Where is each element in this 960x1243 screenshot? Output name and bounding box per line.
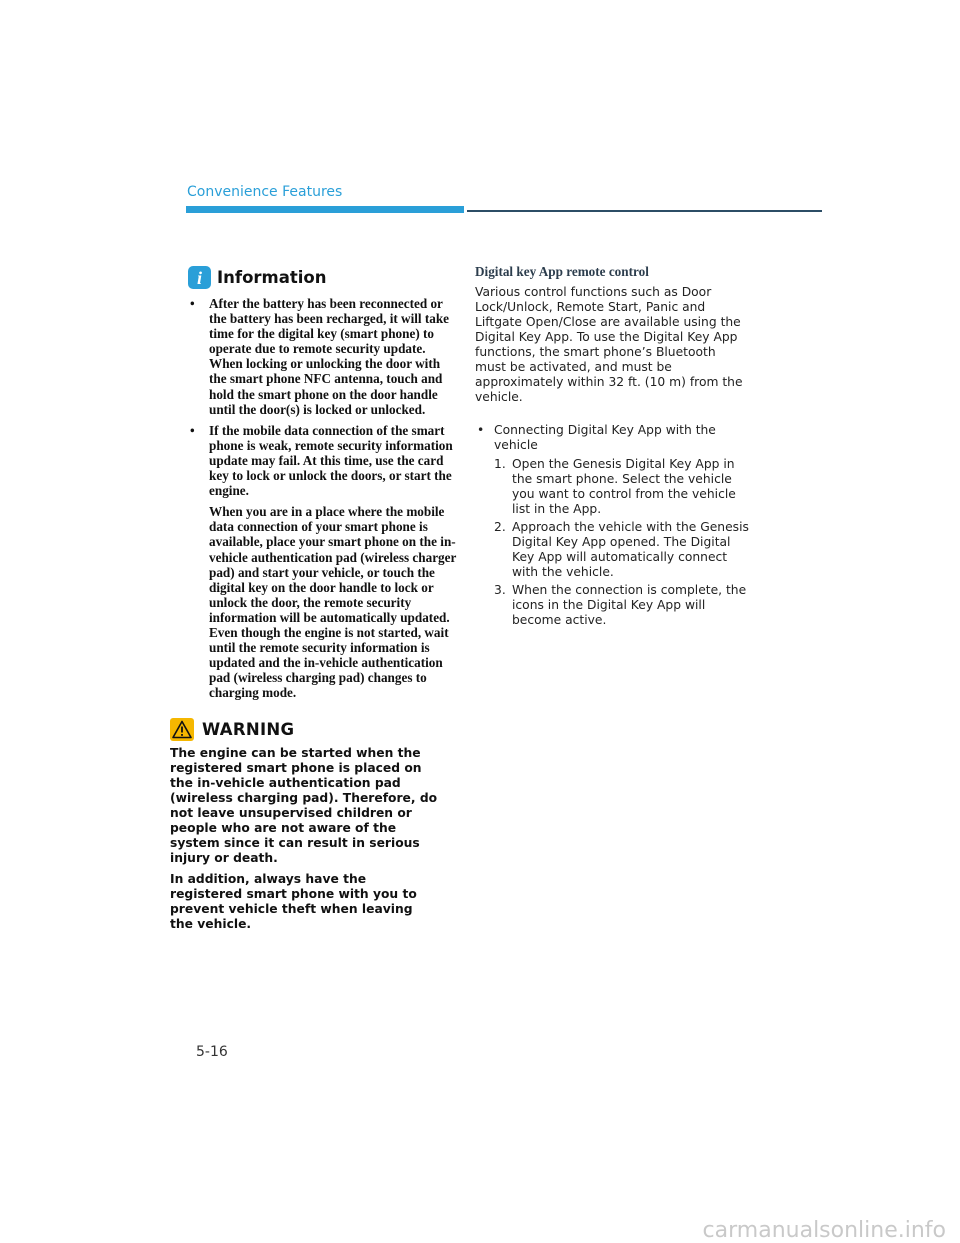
bullet: • bbox=[190, 296, 195, 311]
bullet-text: Connecting Digital Key App with the vehicle bbox=[494, 423, 716, 452]
step-item bbox=[494, 583, 750, 628]
page-number: 5-16 bbox=[196, 1044, 228, 1060]
information-heading bbox=[188, 266, 458, 289]
step-number: 3. bbox=[494, 583, 506, 597]
warning-title: WARNING bbox=[202, 720, 295, 740]
step-text: Approach the vehicle with the Genesis Digital Key App opened. The Digital Key App will automatically connect with the vehicle. bbox=[512, 520, 749, 579]
information-text: When you are in a place where the mobile data connection of your smart phone is available, place your smart phone on the in-vehicle authentication pad (wireless charger pad) and start your vehicle, or touch the digital key on the door handle to lock or unlock the door, the remote security information will be automatically updated. Even though the engine is not started, wait until the remote security information is updated and the in-vehicle authentication pad (wireless charging pad) changes to charging mode. bbox=[209, 504, 457, 701]
warning-text: In addition, always have the registered smart phone with you to prevent vehicle theft when leaving the vehicle. bbox=[170, 872, 417, 932]
svg-text:i: i bbox=[196, 268, 203, 288]
bullet: • bbox=[190, 422, 195, 438]
step-text: Open the Genesis Digital Key App in the smart phone. Select the vehicle you want to control from the vehicle list in the App. bbox=[512, 457, 736, 516]
warning-heading bbox=[170, 718, 458, 741]
subsection-body: Various control functions such as Door Lock/Unlock, Remote Start, Panic and Liftgate Open/Close are available using the Digital Key App. To use the Digital Key App functions, the smart phone’s Bluetooth must be activated, and must be approximately within 32 ft. (10 m) from the vehicle. bbox=[475, 285, 743, 404]
watermark: carmanualsonline.info bbox=[702, 1218, 946, 1243]
warning-text: The engine can be started when the registered smart phone is placed on the in-vehicle authentication pad (wireless charging pad). Therefore, do not leave unsupervised children or people who are not aware of the system since it can result in serious injury or death. bbox=[170, 746, 438, 866]
step-text: When the connection is complete, the icons in the Digital Key App will become active. bbox=[512, 583, 747, 627]
information-text: After the battery has been reconnected or the battery has been recharged, it will take time for the digital key (smart phone) to operate due to remote security update. When locking or unlocking the door with the smart phone NFC antenna, touch and hold the smart phone on the door handle until the door(s) is locked or unlocked. bbox=[209, 296, 450, 417]
information-text: If the mobile data connection of the smart phone is weak, remote security information update may fail. At this time, use the card key to lock or unlock the doors, or start the engine. bbox=[209, 422, 453, 499]
steps-list bbox=[494, 457, 750, 628]
section-title: Convenience Features bbox=[187, 184, 343, 200]
warning-triangle-icon bbox=[170, 718, 194, 741]
information-title: Information bbox=[217, 268, 327, 287]
step-number: 1. bbox=[494, 457, 506, 471]
information-list bbox=[190, 296, 458, 700]
connect-list bbox=[475, 423, 750, 628]
subsection-title: Digital key App remote control bbox=[475, 264, 649, 279]
step-item bbox=[494, 520, 750, 580]
left-column bbox=[170, 266, 458, 938]
header-accent-rule bbox=[186, 206, 464, 213]
step-item bbox=[494, 457, 750, 517]
list-item bbox=[190, 296, 458, 417]
step-number: 2. bbox=[494, 520, 506, 534]
info-icon bbox=[188, 266, 211, 289]
header-rule bbox=[467, 210, 822, 212]
warning-body bbox=[170, 746, 438, 932]
bullet: • bbox=[477, 423, 485, 437]
list-item bbox=[190, 423, 458, 701]
list-item bbox=[475, 423, 750, 628]
right-column bbox=[475, 264, 750, 631]
